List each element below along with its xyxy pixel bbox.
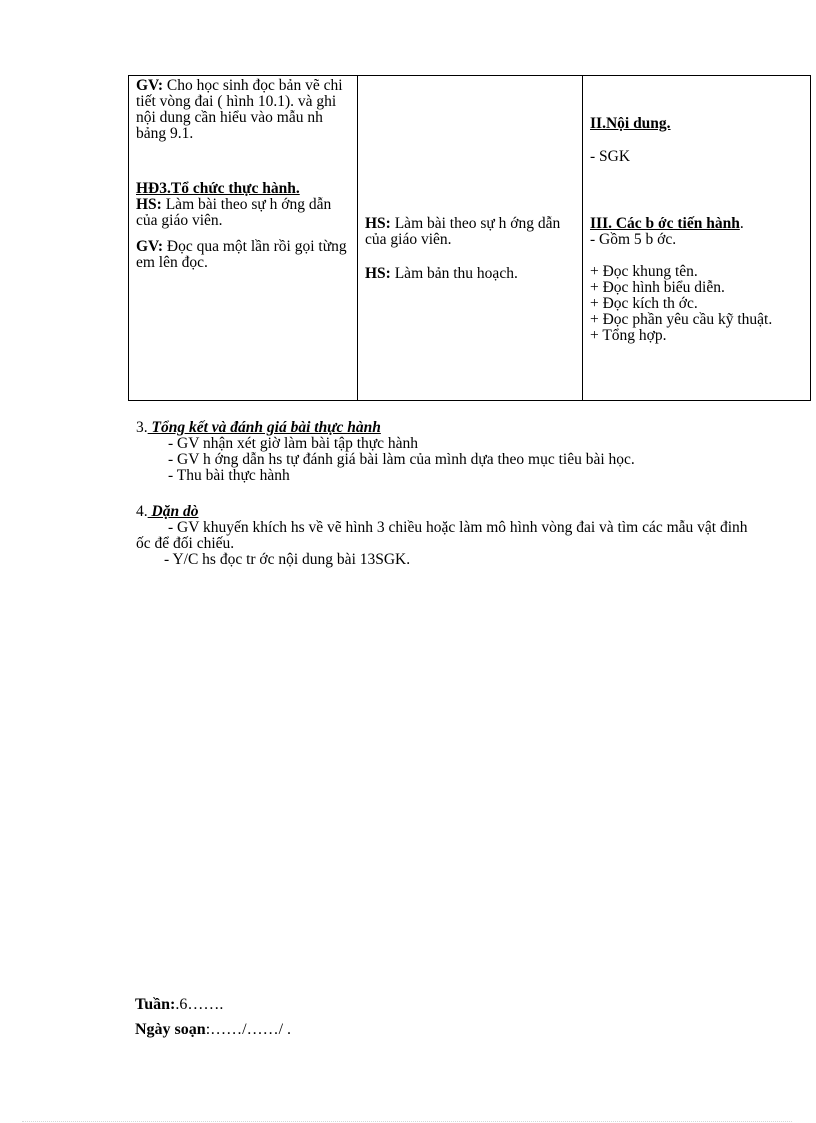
heading-suffix: .: [739, 215, 744, 232]
date-label: Ngày soạn: [135, 1021, 206, 1038]
hs-activity-1: [365, 216, 575, 248]
list-item: - GV khuyến khích hs về vẽ hình 3 chiều hoặc làm mô hình vòng đai và tìm các mẫu vật đinh ốc để đối chiếu.: [136, 519, 748, 552]
section-number: 4.: [136, 503, 148, 520]
week-label: Tuần:: [135, 996, 176, 1013]
step-item: + Tổng hợp.: [590, 327, 667, 344]
page-bottom-divider: [22, 1121, 792, 1122]
gom-5-buoc: - Gồm 5 b ớc.: [590, 231, 677, 248]
hd3-heading: HĐ3.Tổ chức thực hành.: [136, 180, 300, 197]
list-item: - GV h ớng dẫn hs tự đánh giá bài làm của mình dựa theo mục tiêu bài học.: [168, 451, 635, 468]
lesson-table: [128, 75, 811, 401]
list-item: - Y/C hs đọc tr ớc nội dung bài 13SGK.: [164, 551, 411, 568]
gv-instruction-1: [136, 78, 350, 142]
date-line: [135, 1020, 291, 1040]
step-item: + Đọc hình biểu diễn.: [590, 279, 725, 296]
step-item: + Đọc khung tên.: [590, 263, 698, 280]
hs-activity-2: [365, 266, 575, 282]
hs-instruction: [136, 197, 350, 229]
date-value: :……/……/ .: [205, 1021, 292, 1038]
hs-text: Làm bài theo sự h ớng dẫn của giáo viên.: [136, 196, 332, 229]
list-item: - Thu bài thực hành: [168, 467, 290, 484]
hs-label: HS:: [136, 196, 162, 213]
gv-instruction-2: [136, 239, 350, 271]
gv-label: GV:: [136, 238, 163, 255]
hs-label: HS:: [365, 215, 391, 232]
cac-buoc-heading: III. Các b ớc tiến hành: [590, 215, 740, 232]
table-row: [129, 76, 811, 401]
gv-text: Cho học sinh đọc bản vẽ chi tiết vòng đai ( hình 10.1). và ghi nội dung cần hiểu vào mẫu nh bảng 9.1.: [136, 77, 343, 142]
week-value: .6…….: [175, 996, 224, 1013]
cac-buoc-heading-line: [590, 216, 803, 232]
section-4-title: [136, 504, 756, 520]
hs-text: Làm bản thu hoạch.: [390, 265, 518, 282]
teacher-activity-cell: [129, 76, 358, 401]
section-3: [136, 420, 776, 484]
hs-text: Làm bài theo sự h ớng dẫn của giáo viên.: [365, 215, 561, 248]
step-item: + Đọc phần yêu cầu kỹ thuật.: [590, 311, 773, 328]
week-line: [135, 995, 223, 1015]
section-number: 3.: [136, 419, 148, 436]
gv-label: GV:: [136, 77, 163, 94]
section-title: Dặn dò: [147, 503, 199, 520]
section-3-title: [136, 420, 776, 436]
gv-text: Đọc qua một lần rồi gọi từng em lên đọc.: [136, 238, 347, 271]
noi-dung-item: - SGK: [590, 148, 631, 165]
section-title: Tổng kết và đánh giá bài thực hành: [147, 419, 381, 436]
student-activity-cell: [358, 76, 583, 401]
section-4: [136, 504, 756, 568]
noi-dung-heading: II.Nội dung.: [590, 115, 671, 132]
content-cell: [583, 76, 811, 401]
hs-label: HS:: [365, 265, 391, 282]
step-item: + Đọc kích th ớc.: [590, 295, 698, 312]
list-item: - GV nhận xét giờ làm bài tập thực hành: [168, 435, 419, 452]
